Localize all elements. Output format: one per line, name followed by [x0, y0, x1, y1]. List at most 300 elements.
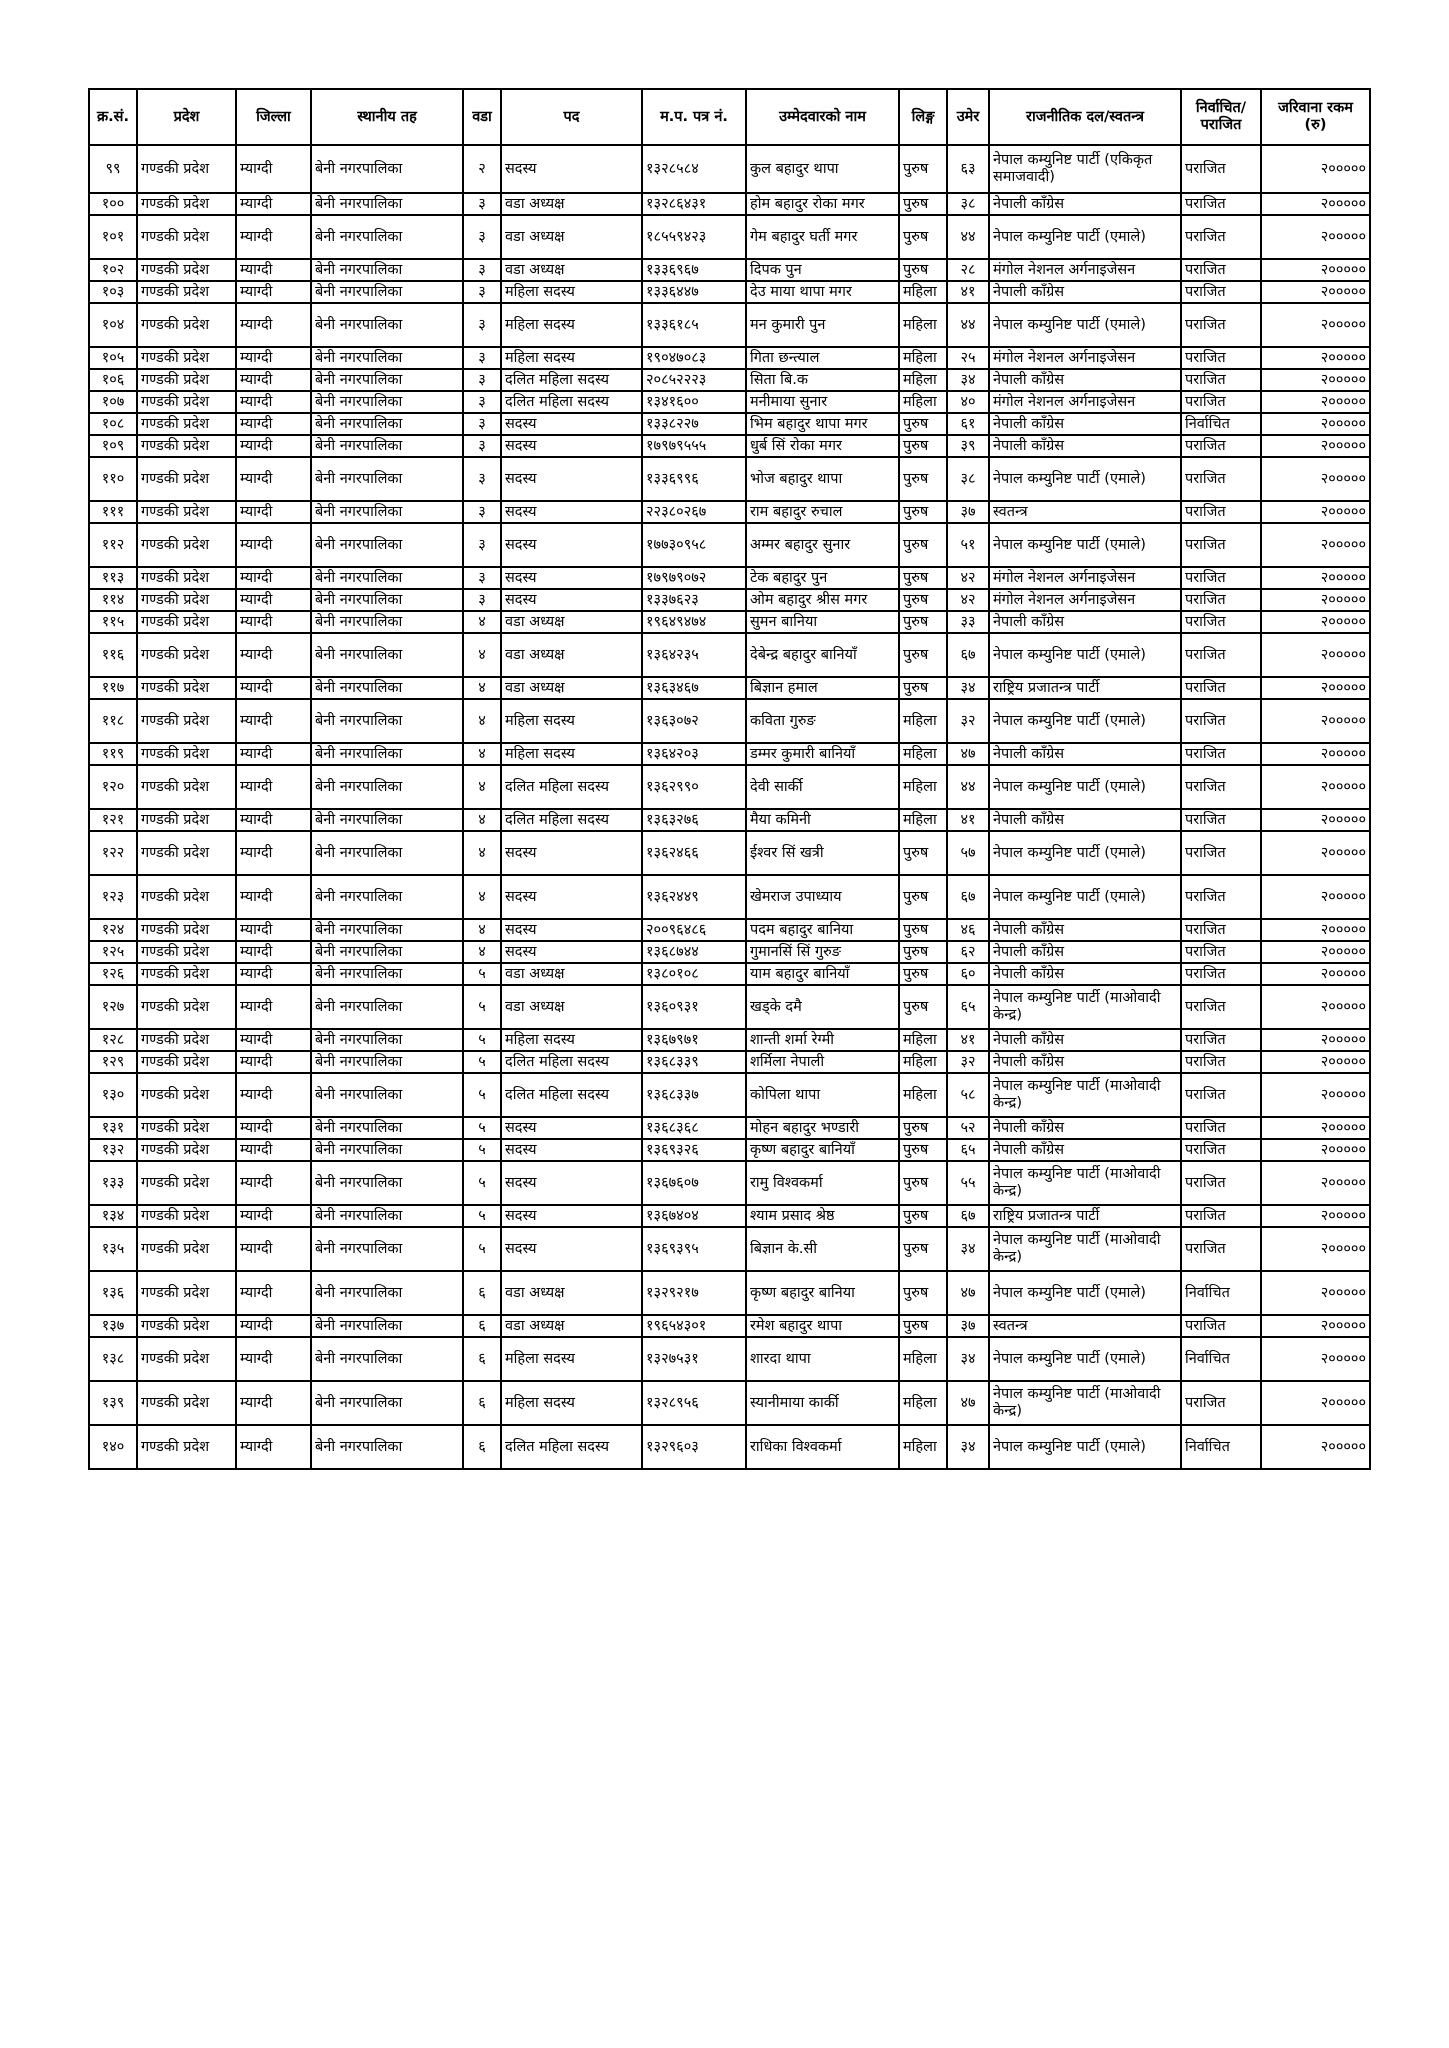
cell-post: दलित महिला सदस्य: [501, 765, 642, 809]
cell-candidate-name: बिज्ञान के.सी: [746, 1227, 899, 1271]
cell-serial: १३१: [89, 1117, 137, 1139]
cell-ward: ३: [463, 589, 501, 611]
cell-age: ३७: [947, 501, 989, 523]
cell-province: गण्डकी प्रदेश: [137, 589, 236, 611]
cell-result: पराजित: [1181, 259, 1261, 281]
cell-post: वडा अध्यक्ष: [501, 259, 642, 281]
cell-district: म्याग्दी: [236, 831, 311, 875]
cell-candidate-name: स्यानीमाया कार्की: [746, 1381, 899, 1425]
cell-serial: १००: [89, 193, 137, 215]
cell-ward: ३: [463, 567, 501, 589]
cell-post: वडा अध्यक्ष: [501, 1315, 642, 1337]
cell-local-level: बेनी नगरपालिका: [311, 985, 463, 1029]
cell-fine-amount: २०००००: [1261, 1029, 1370, 1051]
cell-ward: ३: [463, 435, 501, 457]
cell-ward: ६: [463, 1315, 501, 1337]
cell-gender: पुरुष: [899, 1227, 947, 1271]
cell-post: वडा अध्यक्ष: [501, 985, 642, 1029]
cell-post: सदस्य: [501, 1161, 642, 1205]
cell-serial: ११७: [89, 677, 137, 699]
cell-district: म्याग्दी: [236, 523, 311, 567]
cell-province: गण्डकी प्रदेश: [137, 1227, 236, 1271]
cell-district: म्याग्दी: [236, 743, 311, 765]
cell-local-level: बेनी नगरपालिका: [311, 1139, 463, 1161]
cell-party: नेपाली काँग्रेस: [989, 919, 1181, 941]
cell-gender: महिला: [899, 281, 947, 303]
cell-ballot-number: २२३८०२६७: [642, 501, 746, 523]
header-age: उमेर: [947, 89, 989, 145]
cell-local-level: बेनी नगरपालिका: [311, 1029, 463, 1051]
cell-post: सदस्य: [501, 1139, 642, 1161]
cell-province: गण्डकी प्रदेश: [137, 501, 236, 523]
cell-post: महिला सदस्य: [501, 1381, 642, 1425]
header-province: प्रदेश: [137, 89, 236, 145]
cell-ballot-number: १७९७९०७२: [642, 567, 746, 589]
cell-result: पराजित: [1181, 303, 1261, 347]
cell-fine-amount: २०००००: [1261, 303, 1370, 347]
cell-party: नेपाल कम्युनिष्ट पार्टी (माओवादी केन्द्र): [989, 985, 1181, 1029]
header-ballot-number: म.प. पत्र नं.: [642, 89, 746, 145]
cell-ward: ४: [463, 919, 501, 941]
cell-local-level: बेनी नगरपालिका: [311, 567, 463, 589]
cell-serial: १२८: [89, 1029, 137, 1051]
cell-province: गण्डकी प्रदेश: [137, 809, 236, 831]
cell-gender: महिला: [899, 303, 947, 347]
cell-result: पराजित: [1181, 699, 1261, 743]
cell-district: म्याग्दी: [236, 1271, 311, 1315]
cell-district: म्याग्दी: [236, 875, 311, 919]
cell-party: नेपाली काँग्रेस: [989, 193, 1181, 215]
cell-ward: ४: [463, 941, 501, 963]
cell-candidate-name: सिता बि.क: [746, 369, 899, 391]
cell-fine-amount: २०००००: [1261, 281, 1370, 303]
cell-serial: १३५: [89, 1227, 137, 1271]
table-row: [89, 369, 1370, 391]
cell-local-level: बेनी नगरपालिका: [311, 589, 463, 611]
cell-serial: १३३: [89, 1161, 137, 1205]
cell-ward: ४: [463, 633, 501, 677]
cell-candidate-name: शान्ती शर्मा रेग्मी: [746, 1029, 899, 1051]
cell-serial: ९९: [89, 145, 137, 193]
cell-ballot-number: १३८०१०८: [642, 963, 746, 985]
table-row: [89, 1139, 1370, 1161]
cell-ward: ४: [463, 743, 501, 765]
table-row: [89, 699, 1370, 743]
cell-post: सदस्य: [501, 919, 642, 941]
cell-ballot-number: १३६८३६८: [642, 1117, 746, 1139]
cell-fine-amount: २०००००: [1261, 765, 1370, 809]
cell-serial: १४०: [89, 1425, 137, 1469]
table-row: [89, 611, 1370, 633]
cell-post: सदस्य: [501, 523, 642, 567]
table-row: [89, 281, 1370, 303]
cell-district: म्याग्दी: [236, 457, 311, 501]
cell-district: म्याग्दी: [236, 985, 311, 1029]
table-row: [89, 963, 1370, 985]
cell-candidate-name: टेक बहादुर पुन: [746, 567, 899, 589]
cell-party: नेपाली काँग्रेस: [989, 413, 1181, 435]
cell-province: गण्डकी प्रदेश: [137, 831, 236, 875]
cell-ballot-number: १३६९३२६: [642, 1139, 746, 1161]
cell-province: गण्डकी प्रदेश: [137, 677, 236, 699]
cell-serial: १३४: [89, 1205, 137, 1227]
cell-post: वडा अध्यक्ष: [501, 611, 642, 633]
cell-gender: महिला: [899, 347, 947, 369]
cell-ward: ३: [463, 369, 501, 391]
cell-post: सदस्य: [501, 501, 642, 523]
cell-serial: १३६: [89, 1271, 137, 1315]
cell-gender: पुरुष: [899, 457, 947, 501]
cell-fine-amount: २०००००: [1261, 145, 1370, 193]
cell-district: म्याग्दी: [236, 677, 311, 699]
cell-gender: पुरुष: [899, 193, 947, 215]
cell-party: मंगोल नेशनल अर्गनाइजेसन: [989, 391, 1181, 413]
cell-post: सदस्य: [501, 435, 642, 457]
cell-fine-amount: २०००००: [1261, 831, 1370, 875]
cell-district: म्याग्दी: [236, 259, 311, 281]
cell-province: गण्डकी प्रदेश: [137, 765, 236, 809]
cell-age: ४४: [947, 765, 989, 809]
cell-party: मंगोल नेशनल अर्गनाइजेसन: [989, 259, 1181, 281]
cell-serial: १३८: [89, 1337, 137, 1381]
cell-province: गण्डकी प्रदेश: [137, 1271, 236, 1315]
cell-ward: ३: [463, 259, 501, 281]
cell-gender: पुरुष: [899, 831, 947, 875]
cell-party: मंगोल नेशनल अर्गनाइजेसन: [989, 347, 1181, 369]
cell-age: ४०: [947, 391, 989, 413]
cell-candidate-name: दिपक पुन: [746, 259, 899, 281]
cell-ward: ३: [463, 281, 501, 303]
table-row: [89, 1117, 1370, 1139]
cell-age: ४७: [947, 1271, 989, 1315]
cell-province: गण्डकी प्रदेश: [137, 303, 236, 347]
cell-province: गण्डकी प्रदेश: [137, 699, 236, 743]
table-row: [89, 743, 1370, 765]
cell-district: म्याग्दी: [236, 1073, 311, 1117]
cell-ward: ३: [463, 457, 501, 501]
table-row: [89, 633, 1370, 677]
cell-district: म्याग्दी: [236, 193, 311, 215]
header-local-level: स्थानीय तह: [311, 89, 463, 145]
cell-serial: १०४: [89, 303, 137, 347]
cell-local-level: बेनी नगरपालिका: [311, 831, 463, 875]
cell-province: गण्डकी प्रदेश: [137, 1073, 236, 1117]
cell-ward: ५: [463, 1205, 501, 1227]
cell-candidate-name: कृष्ण बहादुर बानिया: [746, 1271, 899, 1315]
cell-result: पराजित: [1181, 875, 1261, 919]
cell-candidate-name: शारदा थापा: [746, 1337, 899, 1381]
cell-province: गण्डकी प्रदेश: [137, 347, 236, 369]
cell-gender: महिला: [899, 1381, 947, 1425]
cell-gender: पुरुष: [899, 611, 947, 633]
cell-ballot-number: १३६८३३९: [642, 1051, 746, 1073]
cell-district: म्याग्दी: [236, 391, 311, 413]
cell-serial: १२४: [89, 919, 137, 941]
cell-post: सदस्य: [501, 831, 642, 875]
cell-fine-amount: २०००००: [1261, 215, 1370, 259]
cell-age: ३७: [947, 1315, 989, 1337]
cell-province: गण्डकी प्रदेश: [137, 1029, 236, 1051]
table-row: [89, 985, 1370, 1029]
cell-post: महिला सदस्य: [501, 1337, 642, 1381]
cell-ballot-number: १३६३२७६: [642, 809, 746, 831]
cell-local-level: बेनी नगरपालिका: [311, 435, 463, 457]
cell-party: नेपाल कम्युनिष्ट पार्टी (माओवादी केन्द्र): [989, 1381, 1181, 1425]
cell-serial: १०६: [89, 369, 137, 391]
table-row: [89, 1029, 1370, 1051]
table-row: [89, 919, 1370, 941]
header-ward: वडा: [463, 89, 501, 145]
table-row: [89, 215, 1370, 259]
cell-age: ४१: [947, 281, 989, 303]
cell-ballot-number: १३६४२०३: [642, 743, 746, 765]
cell-fine-amount: २०००००: [1261, 1139, 1370, 1161]
cell-candidate-name: रमेश बहादुर थापा: [746, 1315, 899, 1337]
table-row: [89, 941, 1370, 963]
cell-ward: ५: [463, 1051, 501, 1073]
cell-candidate-name: गिता छन्त्याल: [746, 347, 899, 369]
cell-ward: ६: [463, 1271, 501, 1315]
cell-candidate-name: मोहन बहादुर भण्डारी: [746, 1117, 899, 1139]
cell-ballot-number: १३६४२३५: [642, 633, 746, 677]
cell-fine-amount: २०००००: [1261, 457, 1370, 501]
table-row: [89, 391, 1370, 413]
table-row: [89, 435, 1370, 457]
cell-age: ४६: [947, 919, 989, 941]
cell-age: ४४: [947, 303, 989, 347]
cell-age: ६७: [947, 1205, 989, 1227]
cell-candidate-name: याम बहादुर बानियाँ: [746, 963, 899, 985]
cell-province: गण्डकी प्रदेश: [137, 1161, 236, 1205]
cell-district: म्याग्दी: [236, 919, 311, 941]
cell-candidate-name: मैया कमिनी: [746, 809, 899, 831]
cell-post: दलित महिला सदस्य: [501, 1073, 642, 1117]
cell-party: नेपाली काँग्रेस: [989, 941, 1181, 963]
table-row: [89, 457, 1370, 501]
cell-ward: ३: [463, 303, 501, 347]
cell-age: ४१: [947, 809, 989, 831]
table-row: [89, 1425, 1370, 1469]
cell-party: नेपाली काँग्रेस: [989, 281, 1181, 303]
cell-province: गण्डकी प्रदेश: [137, 369, 236, 391]
cell-party: स्वतन्त्र: [989, 501, 1181, 523]
cell-local-level: बेनी नगरपालिका: [311, 523, 463, 567]
cell-result: पराजित: [1181, 1139, 1261, 1161]
cell-result: पराजित: [1181, 765, 1261, 809]
cell-province: गण्डकी प्रदेश: [137, 1117, 236, 1139]
cell-gender: महिला: [899, 1425, 947, 1469]
cell-party: नेपाली काँग्रेस: [989, 1139, 1181, 1161]
cell-fine-amount: २०००००: [1261, 941, 1370, 963]
cell-serial: १०२: [89, 259, 137, 281]
cell-gender: महिला: [899, 369, 947, 391]
cell-ward: ५: [463, 1029, 501, 1051]
cell-gender: पुरुष: [899, 145, 947, 193]
header-serial: क्र.सं.: [89, 89, 137, 145]
cell-fine-amount: २०००००: [1261, 523, 1370, 567]
cell-result: पराजित: [1181, 501, 1261, 523]
cell-local-level: बेनी नगरपालिका: [311, 765, 463, 809]
cell-result: पराजित: [1181, 743, 1261, 765]
cell-local-level: बेनी नगरपालिका: [311, 413, 463, 435]
cell-local-level: बेनी नगरपालिका: [311, 215, 463, 259]
cell-fine-amount: २०००००: [1261, 611, 1370, 633]
cell-serial: १३०: [89, 1073, 137, 1117]
cell-result: पराजित: [1181, 145, 1261, 193]
cell-gender: पुरुष: [899, 567, 947, 589]
cell-age: ६७: [947, 875, 989, 919]
cell-party: नेपाली काँग्रेस: [989, 435, 1181, 457]
cell-ballot-number: १७७३०९५८: [642, 523, 746, 567]
cell-party: राष्ट्रिय प्रजातन्त्र पार्टी: [989, 1205, 1181, 1227]
cell-district: म्याग्दी: [236, 1337, 311, 1381]
cell-fine-amount: २०००००: [1261, 567, 1370, 589]
cell-gender: पुरुष: [899, 215, 947, 259]
cell-ward: ३: [463, 391, 501, 413]
cell-gender: महिला: [899, 765, 947, 809]
cell-gender: पुरुष: [899, 1161, 947, 1205]
cell-ballot-number: १३६७४०४: [642, 1205, 746, 1227]
cell-party: स्वतन्त्र: [989, 1315, 1181, 1337]
cell-province: गण्डकी प्रदेश: [137, 1051, 236, 1073]
cell-candidate-name: ओम बहादुर श्रीस मगर: [746, 589, 899, 611]
cell-age: ५७: [947, 831, 989, 875]
cell-ward: ६: [463, 1381, 501, 1425]
cell-province: गण्डकी प्रदेश: [137, 985, 236, 1029]
cell-result: पराजित: [1181, 1381, 1261, 1425]
cell-gender: पुरुष: [899, 985, 947, 1029]
cell-ward: ५: [463, 1227, 501, 1271]
cell-district: म्याग्दी: [236, 941, 311, 963]
cell-result: पराजित: [1181, 1205, 1261, 1227]
cell-ballot-number: १३३८२२७: [642, 413, 746, 435]
cell-gender: महिला: [899, 699, 947, 743]
cell-post: महिला सदस्य: [501, 1029, 642, 1051]
cell-gender: पुरुष: [899, 633, 947, 677]
cell-fine-amount: २०००००: [1261, 919, 1370, 941]
cell-district: म्याग्दी: [236, 1139, 311, 1161]
header-party: राजनीतिक दल/स्वतन्त्र: [989, 89, 1181, 145]
cell-post: महिला सदस्य: [501, 303, 642, 347]
cell-party: नेपाली काँग्रेस: [989, 611, 1181, 633]
cell-serial: १०१: [89, 215, 137, 259]
cell-age: ३४: [947, 1337, 989, 1381]
cell-province: गण्डकी प्रदेश: [137, 875, 236, 919]
cell-party: नेपाल कम्युनिष्ट पार्टी (एमाले): [989, 831, 1181, 875]
cell-province: गण्डकी प्रदेश: [137, 743, 236, 765]
cell-district: म्याग्दी: [236, 145, 311, 193]
cell-ballot-number: १९६४९४७४: [642, 611, 746, 633]
cell-fine-amount: २०००००: [1261, 413, 1370, 435]
cell-local-level: बेनी नगरपालिका: [311, 611, 463, 633]
cell-candidate-name: देबेन्द्र बहादुर बानियाँ: [746, 633, 899, 677]
cell-ballot-number: १३६७९७१: [642, 1029, 746, 1051]
cell-age: ३८: [947, 457, 989, 501]
cell-party: नेपाल कम्युनिष्ट पार्टी (माओवादी केन्द्र): [989, 1073, 1181, 1117]
cell-result: पराजित: [1181, 1029, 1261, 1051]
cell-party: नेपाल कम्युनिष्ट पार्टी (एमाले): [989, 875, 1181, 919]
cell-age: ६७: [947, 633, 989, 677]
cell-district: म्याग्दी: [236, 413, 311, 435]
cell-district: म्याग्दी: [236, 699, 311, 743]
cell-local-level: बेनी नगरपालिका: [311, 633, 463, 677]
cell-party: नेपाल कम्युनिष्ट पार्टी (माओवादी केन्द्र): [989, 1227, 1181, 1271]
cell-local-level: बेनी नगरपालिका: [311, 875, 463, 919]
cell-post: वडा अध्यक्ष: [501, 215, 642, 259]
cell-post: दलित महिला सदस्य: [501, 1425, 642, 1469]
cell-result: पराजित: [1181, 193, 1261, 215]
cell-result: पराजित: [1181, 347, 1261, 369]
cell-post: सदस्य: [501, 1205, 642, 1227]
cell-result: पराजित: [1181, 215, 1261, 259]
header-fine-amount: जरिवाना रकम (रु): [1261, 89, 1370, 145]
cell-local-level: बेनी नगरपालिका: [311, 941, 463, 963]
cell-fine-amount: २०००००: [1261, 1425, 1370, 1469]
cell-age: २८: [947, 259, 989, 281]
cell-ballot-number: १३३६९९६: [642, 457, 746, 501]
cell-candidate-name: खड्के दमै: [746, 985, 899, 1029]
cell-district: म्याग्दी: [236, 765, 311, 809]
cell-result: पराजित: [1181, 457, 1261, 501]
cell-candidate-name: अम्मर बहादुर सुनार: [746, 523, 899, 567]
cell-gender: महिला: [899, 1029, 947, 1051]
cell-fine-amount: २०००००: [1261, 809, 1370, 831]
cell-local-level: बेनी नगरपालिका: [311, 281, 463, 303]
cell-ballot-number: १३२९२१७: [642, 1271, 746, 1315]
cell-serial: १२९: [89, 1051, 137, 1073]
cell-fine-amount: २०००००: [1261, 1315, 1370, 1337]
cell-district: म्याग्दी: [236, 1205, 311, 1227]
cell-fine-amount: २०००००: [1261, 1161, 1370, 1205]
cell-serial: १०९: [89, 435, 137, 457]
cell-result: पराजित: [1181, 589, 1261, 611]
cell-ballot-number: १३६८३३७: [642, 1073, 746, 1117]
cell-result: पराजित: [1181, 1117, 1261, 1139]
cell-age: ३४: [947, 369, 989, 391]
cell-result: पराजित: [1181, 1227, 1261, 1271]
header-row: [89, 89, 1370, 145]
cell-gender: पुरुष: [899, 941, 947, 963]
cell-fine-amount: २०००००: [1261, 677, 1370, 699]
cell-candidate-name: देउ माया थापा मगर: [746, 281, 899, 303]
cell-party: नेपाल कम्युनिष्ट पार्टी (एमाले): [989, 303, 1181, 347]
cell-gender: पुरुष: [899, 589, 947, 611]
cell-local-level: बेनी नगरपालिका: [311, 193, 463, 215]
cell-gender: पुरुष: [899, 523, 947, 567]
table-row: [89, 193, 1370, 215]
cell-result: पराजित: [1181, 1051, 1261, 1073]
cell-post: वडा अध्यक्ष: [501, 1271, 642, 1315]
cell-ballot-number: १३२८९५६: [642, 1381, 746, 1425]
cell-party: नेपाली काँग्रेस: [989, 1029, 1181, 1051]
cell-ward: ३: [463, 347, 501, 369]
cell-party: नेपाल कम्युनिष्ट पार्टी (एमाले): [989, 523, 1181, 567]
header-gender: लिङ्ग: [899, 89, 947, 145]
table-row: [89, 589, 1370, 611]
cell-gender: पुरुष: [899, 1117, 947, 1139]
cell-candidate-name: राधिका विश्वकर्मा: [746, 1425, 899, 1469]
cell-serial: ११२: [89, 523, 137, 567]
table-row: [89, 1337, 1370, 1381]
cell-result: निर्वाचित: [1181, 1425, 1261, 1469]
cell-result: पराजित: [1181, 985, 1261, 1029]
cell-local-level: बेनी नगरपालिका: [311, 919, 463, 941]
cell-gender: पुरुष: [899, 435, 947, 457]
cell-district: म्याग्दी: [236, 1029, 311, 1051]
table-row: [89, 1315, 1370, 1337]
cell-age: ६१: [947, 413, 989, 435]
cell-gender: पुरुष: [899, 1271, 947, 1315]
